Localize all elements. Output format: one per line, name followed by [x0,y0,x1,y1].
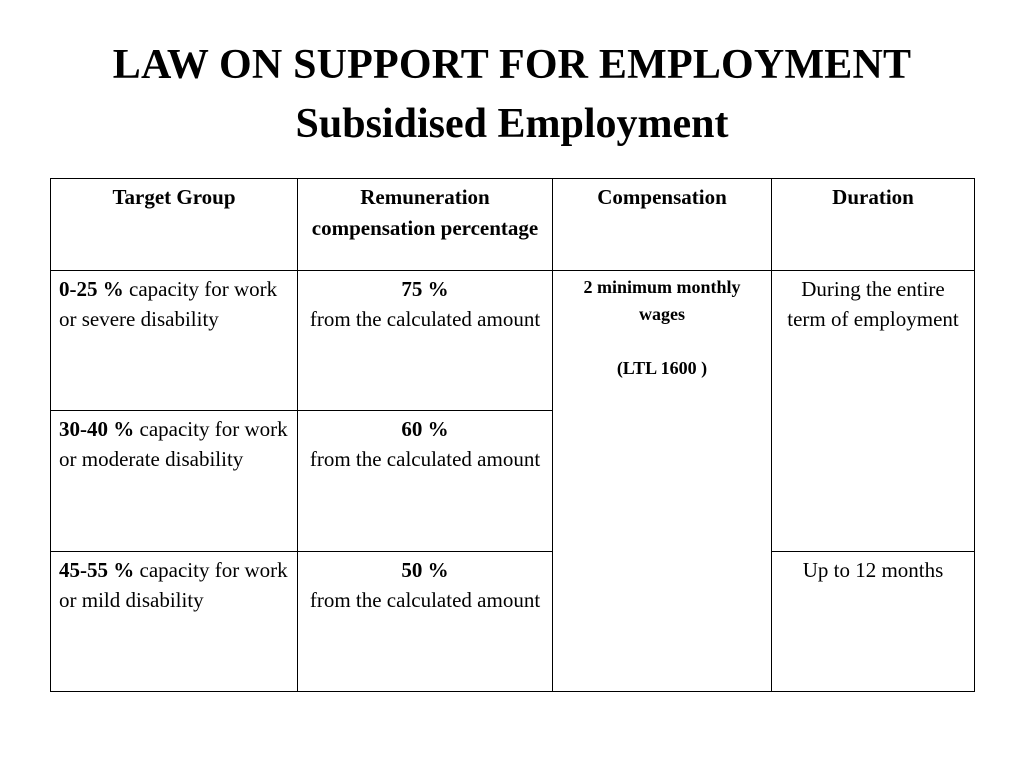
duration-cell: Up to 12 months [772,551,975,691]
remuneration-cell [298,411,553,551]
target-group-cell [51,551,298,691]
target-group-text: capacity for work or moderate disability [59,417,288,472]
header-target-group: Target Group [51,179,298,271]
compensation-ltl: (LTL 1600 ) [616,358,708,379]
table-row [51,551,975,691]
header-duration: Duration [772,179,975,271]
compensation-cell [553,271,772,692]
table-header-row [51,179,975,271]
subsidised-employment-table [50,178,975,692]
remuneration-cell [298,271,553,411]
remuneration-cell [298,551,553,691]
target-group-text: capacity for work or mild disability [59,557,288,612]
percentage-note: from the calculated amount [309,587,541,612]
capacity-range: 30-40 % [59,417,135,442]
percentage-note: from the calculated amount [309,307,541,332]
capacity-range: 45-55 % [59,557,135,582]
table-row [51,271,975,411]
target-group-cell [51,271,298,411]
capacity-range: 0-25 % [59,277,124,302]
slide-title: LAW ON SUPPORT FOR EMPLOYMENT [112,42,912,88]
compensation-amount: 2 minimum monthly wages [583,277,741,325]
percentage-value: 50 % [401,557,449,582]
header-compensation: Compensation [553,179,772,271]
target-group-text: capacity for work or severe disability [59,277,278,332]
header-remuneration: Remuneration compensation percentage [298,179,553,271]
percentage-note: from the calculated amount [309,447,541,472]
percentage-value: 75 % [401,277,449,302]
percentage-value: 60 % [401,417,449,442]
duration-cell: During the entire term of employment [772,271,975,552]
target-group-cell [51,411,298,551]
slide-subtitle: Subsidised Employment [295,101,729,147]
